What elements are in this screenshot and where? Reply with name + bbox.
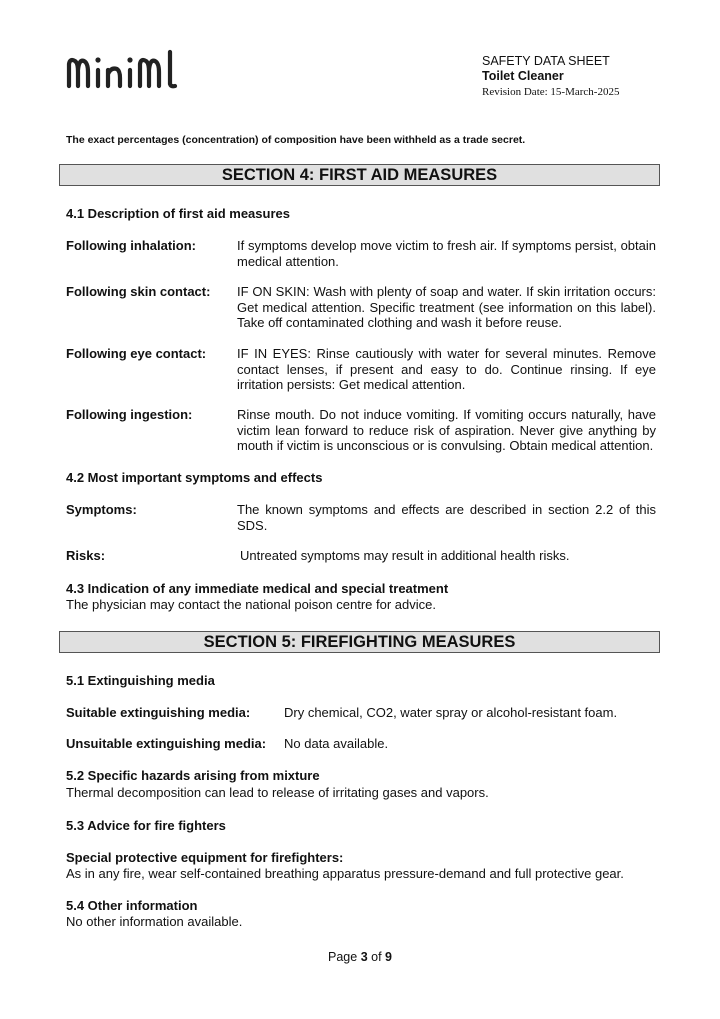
risks-text: Untreated symptoms may result in additional health risks. bbox=[240, 548, 570, 563]
ingestion-text: Rinse mouth. Do not induce vomiting. If vomiting occurs naturally, have victim lean forward to reduce risk of aspiration. Never give anything by mouth if victim is unconscious or is convulsing. Obtain medical attention. bbox=[237, 407, 656, 454]
symptoms-label: Symptoms: bbox=[66, 502, 137, 517]
section-5-title: SECTION 5: FIREFIGHTING MEASURES bbox=[59, 631, 660, 653]
subsection-5-1-heading: 5.1 Extinguishing media bbox=[66, 673, 215, 688]
unsuitable-media-label: Unsuitable extinguishing media: bbox=[66, 736, 267, 751]
page-footer bbox=[0, 950, 720, 964]
skin-contact-label: Following skin contact: bbox=[66, 284, 211, 299]
unsuitable-media-text: No data available. bbox=[284, 736, 389, 751]
company-logo bbox=[64, 46, 184, 98]
revision-date: Revision Date: 15-March-2025 bbox=[482, 86, 620, 98]
current-page-number: 3 bbox=[360, 950, 368, 964]
subsection-5-3-heading: 5.3 Advice for fire fighters bbox=[66, 818, 226, 833]
subsection-5-2-text: Thermal decomposition can lead to release of irritating gases and vapors. bbox=[66, 785, 489, 800]
subsection-4-1-heading: 4.1 Description of first aid measures bbox=[66, 206, 290, 221]
doc-type-label: SAFETY DATA SHEET bbox=[482, 54, 610, 68]
eye-contact-text: IF IN EYES: Rinse cautiously with water for several minutes. Remove contact lenses, if present and easy to do. Continue rinsing. If eye irritation persists: Get medical attention. bbox=[237, 346, 656, 393]
suitable-media-text: Dry chemical, CO2, water spray or alcohol-resistant foam. bbox=[284, 705, 618, 720]
skin-contact-text: IF ON SKIN: Wash with plenty of soap and water. If skin irritation occurs: Get medical attention. Specific treatment (see information on this label). Take off contaminated clothing and wash it before reuse. bbox=[237, 284, 656, 331]
inhalation-label: Following inhalation: bbox=[66, 238, 196, 253]
inhalation-text: If symptoms develop move victim to fresh air. If symptoms persist, obtain medical attention. bbox=[237, 238, 656, 269]
section-4-title: SECTION 4: FIRST AID MEASURES bbox=[59, 164, 660, 186]
subsection-5-4-heading: 5.4 Other information bbox=[66, 898, 198, 913]
ppe-text: As in any fire, wear self-contained breathing apparatus pressure-demand and full protective gear. bbox=[66, 866, 624, 881]
ppe-heading: Special protective equipment for firefighters: bbox=[66, 850, 344, 865]
total-page-count: 9 bbox=[385, 950, 392, 964]
of-word: of bbox=[371, 950, 382, 964]
page-word: Page bbox=[328, 950, 358, 964]
logo-wordmark bbox=[64, 46, 184, 98]
eye-contact-label: Following eye contact: bbox=[66, 346, 207, 361]
trade-secret-note: The exact percentages (concentration) of composition have been withheld as a trade secret. bbox=[66, 134, 526, 146]
subsection-4-3-text: The physician may contact the national poison centre for advice. bbox=[66, 597, 436, 612]
suitable-media-label: Suitable extinguishing media: bbox=[66, 705, 251, 720]
ingestion-label: Following ingestion: bbox=[66, 407, 193, 422]
symptoms-text: The known symptoms and effects are described in section 2.2 of this SDS. bbox=[237, 502, 656, 533]
subsection-5-4-text: No other information available. bbox=[66, 914, 243, 929]
subsection-4-2-heading: 4.2 Most important symptoms and effects bbox=[66, 470, 323, 485]
subsection-4-3-heading: 4.3 Indication of any immediate medical and special treatment bbox=[66, 581, 449, 596]
subsection-5-2-heading: 5.2 Specific hazards arising from mixture bbox=[66, 768, 320, 783]
risks-label: Risks: bbox=[66, 548, 106, 563]
product-name: Toilet Cleaner bbox=[482, 69, 564, 83]
